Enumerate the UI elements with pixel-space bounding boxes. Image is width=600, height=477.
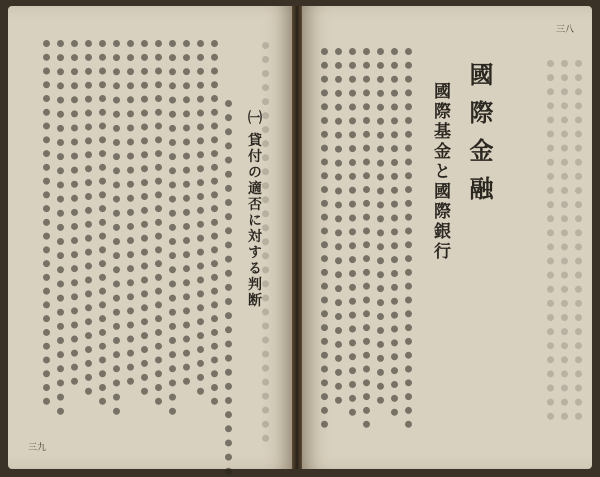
text-column	[85, 40, 94, 395]
text-column	[405, 48, 414, 428]
text-column	[155, 40, 164, 405]
text-column	[57, 40, 66, 415]
text-column	[349, 48, 358, 416]
text-column	[113, 40, 122, 415]
text-column	[363, 48, 372, 428]
text-column	[71, 40, 80, 385]
text-column	[377, 48, 386, 404]
page-number-right: 三八	[556, 25, 575, 35]
text-column	[335, 48, 344, 404]
text-column	[43, 40, 52, 405]
text-column	[183, 40, 192, 385]
page-number-left: 三九	[28, 443, 47, 453]
text-column	[211, 40, 220, 405]
text-column	[547, 60, 556, 420]
text-column	[391, 48, 400, 416]
text-column	[141, 40, 150, 395]
chapter-title: 國際金融	[465, 62, 494, 214]
text-column	[262, 42, 271, 442]
text-column	[225, 100, 234, 475]
text-column	[99, 40, 108, 405]
book-gutter	[292, 6, 302, 469]
section-heading: 國際基金と國際銀行	[430, 82, 450, 262]
subsection-heading: ㈠ 貸付の適否に対する判断	[246, 110, 262, 309]
text-column	[561, 60, 570, 420]
text-column	[127, 40, 136, 385]
text-column	[169, 40, 178, 415]
text-column	[321, 48, 330, 428]
text-column	[575, 60, 584, 420]
text-column	[197, 40, 206, 395]
